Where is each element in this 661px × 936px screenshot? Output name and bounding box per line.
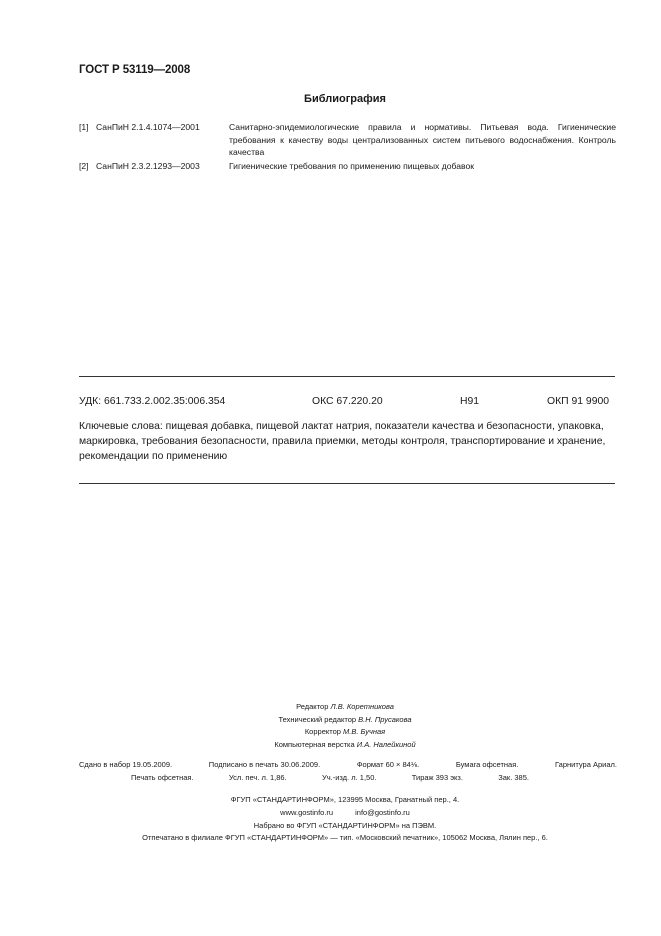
print-info-row: Печать офсетная. Усл. печ. л. 1,86. Уч.-изд. л. 1,50. Тираж 393 экз. Зак. 385. xyxy=(131,772,529,782)
entry-code: СанПиН 2.3.2.1293—2003 xyxy=(96,160,200,171)
entry-code: СанПиН 2.1.4.1074—2001 xyxy=(96,122,200,132)
layout-name: И.А. Налейкиной xyxy=(356,740,416,750)
typeset-note: Набрано во ФГУП «СТАНДАРТИНФОРМ» на ПЭВМ. xyxy=(253,820,437,830)
bibliography-title: Библиография xyxy=(304,93,386,105)
divider-top xyxy=(79,376,615,377)
printing-note: Отпечатано в филиале ФГУП «СТАНДАРТИНФОРМ» — тип. «Московский печатник», 105062 Москва, Лялин пер., 6. xyxy=(142,833,548,843)
document-standard-number: ГОСТ Р 53119—2008 xyxy=(79,64,191,76)
print-info-row: Сдано в набор 19.05.2009. Подписано в печать 30.06.2009. Формат 60 × 84⅛. Бумага офсетная. Гарнитура Ариал. xyxy=(79,760,617,769)
editor-line: Редактор Л.В. Коретникова xyxy=(296,702,394,711)
bibliography-list xyxy=(79,121,616,172)
publisher-block xyxy=(0,794,661,845)
publisher-email: info@gostinfo.ru xyxy=(355,807,410,817)
credits-block xyxy=(0,701,661,752)
publisher-contacts xyxy=(280,807,410,820)
corrector-name: М.В. Бучная xyxy=(343,727,386,737)
okp-code: ОКП 91 9900 xyxy=(547,396,610,407)
layout-line: Компьютерная верстка И.А. Налейкиной xyxy=(274,740,416,750)
publisher-address: ФГУП «СТАНДАРТИНФОРМ», 123995 Москва, Гранатный пер., 4. xyxy=(230,795,460,804)
group-code: Н91 xyxy=(460,396,480,407)
bibliography-entry xyxy=(79,160,616,173)
publisher-website: www.gostinfo.ru xyxy=(280,807,334,817)
oks-code: ОКС 67.220.20 xyxy=(312,396,383,407)
tech-editor-line: Технический редактор В.Н. Прусакова xyxy=(278,714,412,724)
bibliography-entry xyxy=(79,121,616,159)
divider-bottom xyxy=(79,483,615,484)
print-info xyxy=(79,759,617,785)
keywords: Ключевые слова: пищевая добавка, пищевой лактат натрия, показатели качества и безопасности, упаковка, маркировка, требования безопасности, правила приемки, методы контроля, транспортирование и хранение, рекомендации по применению xyxy=(79,421,606,463)
entry-number: [2] xyxy=(79,160,89,171)
corrector-line: Корректор М.В. Бучная xyxy=(304,727,386,737)
entry-number: [1] xyxy=(79,122,89,132)
editor-name: Л.В. Коретникова xyxy=(330,702,394,711)
tech-editor-name: В.Н. Прусакова xyxy=(358,714,412,724)
udk-code: УДК: 661.733.2.002.35:006.354 xyxy=(79,396,226,407)
entry-text: Санитарно-эпидемиологические правила и нормативы. Питьевая вода. Гигиенические требования к качеству воды централизованных систем питьевого водоснабжения. Контроль качества xyxy=(229,122,616,158)
entry-text: Гигиенические требования по применению пищевых добавок xyxy=(229,160,475,171)
